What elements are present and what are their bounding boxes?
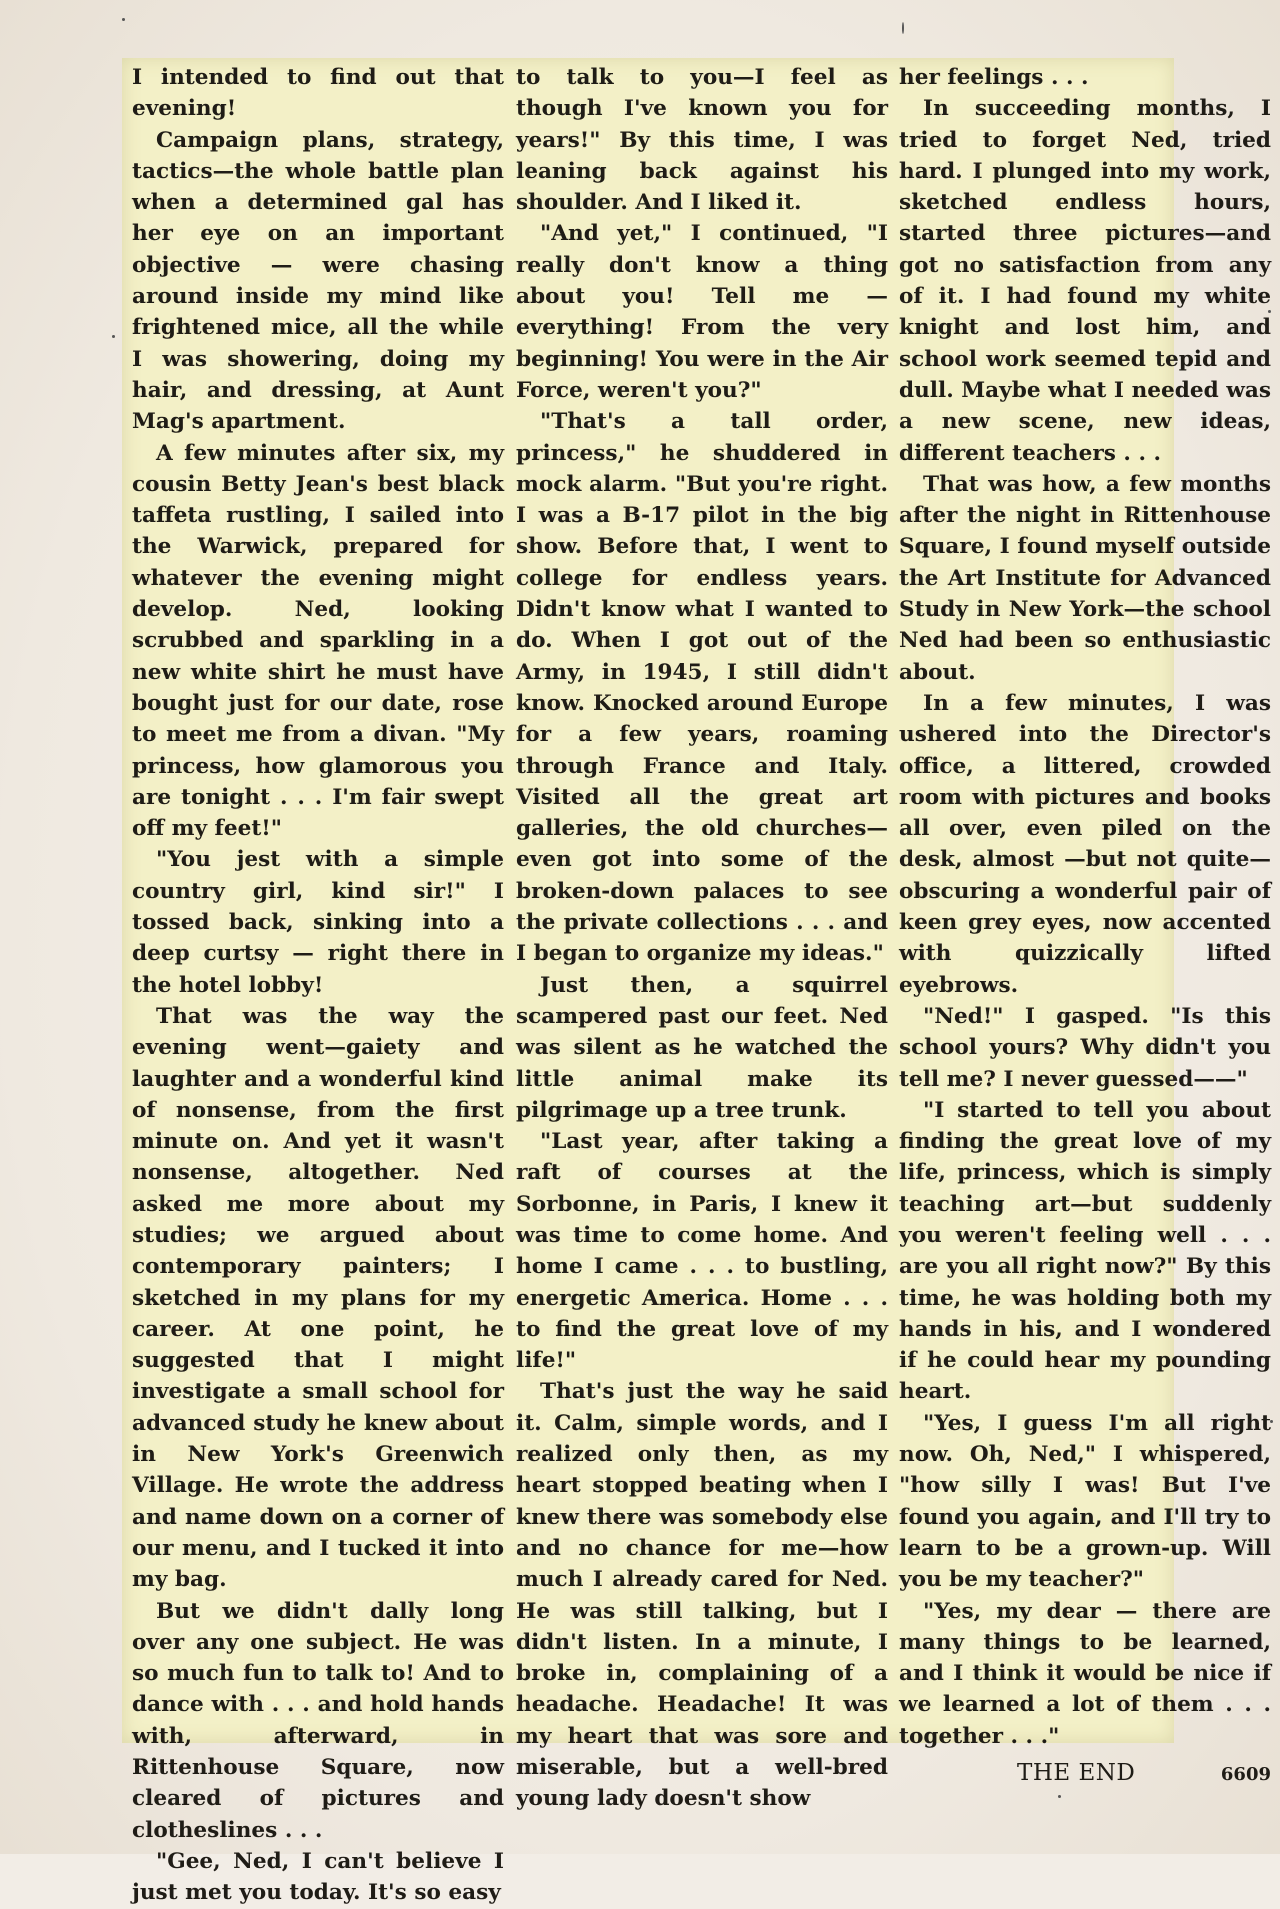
paragraph: Campaign plans, strategy, tactics—the whole battle plan when a determined gal has her eye on an important objective — were chasing around inside my mind like frightened mice, all the while I was showering, doing my hair, and dressing, at Aunt Mag's apartment. xyxy=(132,127,504,435)
paragraph: "Yes, my dear — there are many things to be learned, and I think it would be nice if we learned a lot of them . . . together . . ." xyxy=(899,1598,1271,1749)
paragraph: A few minutes after six, my cousin Betty Jean's best black taffeta rustling, I sailed into the Warwick, prepared for whatever the evening might develop. Ned, looking scrubbed and sparkling in a new white shirt he must have bought just for our date, rose to meet me from a divan. "My princess, how glamorous you are tonight . . . I'm fair swept off my feet!" xyxy=(132,440,504,842)
paragraph: That was the way the evening went—gaiety and laughter and a wonderful kind of nonsense, from the first minute on. And yet it wasn't nonsense, altogether. Ned asked me more about my studies; we argued about contemporary painters; I sketched in my plans for my career. At one point, he suggested that I might investigate a small school for advanced study he knew about in New York's Greenwich Village. He wrote the address and name down on a corner of our menu, and I tucked it into my bag. xyxy=(132,1003,504,1593)
paragraph: That was how, a few months after the night in Rittenhouse Square, I found myself outside the Art Institute for Advanced Study in New York—the school Ned had been so enthusiastic about. xyxy=(899,471,1271,685)
paragraph: That's just the way he said it. Calm, simple words, and I realized only then, as my heart stopped beating when I knew there was somebody else and no chance for me—how much I already cared for Ned. He was still talking, but I didn't listen. In a minute, I broke in, complaining of a headache. Headache! It was my heart that was sore and miserable, but a well-bred young lady doesn't show xyxy=(516,1379,888,1812)
text-column-2 xyxy=(516,62,888,1815)
paragraph: I intended to find out that evening! xyxy=(132,65,504,122)
paragraph: "Last year, after taking a raft of courses at the Sorbonne, in Paris, I knew it was time to come home. And home I came . . . to bustling, energetic America. Home . . . to find the great love of my life!" xyxy=(516,1129,888,1374)
text-column-1 xyxy=(132,62,504,1909)
paragraph: "You jest with a simple country girl, kind sir!" I tossed back, sinking into a deep curtsy — right there in the hotel lobby! xyxy=(132,847,504,998)
page-code: 6609 xyxy=(1220,1764,1271,1786)
paragraph: In a few minutes, I was ushered into the Director's office, a littered, crowded room with pictures and books all over, even piled on the desk, almost —but not quite—obscuring a wonderful pair of keen grey eyes, now accented with quizzically lifted eyebrows. xyxy=(899,690,1271,998)
paper-speck xyxy=(122,18,125,21)
paragraph: But we didn't dally long over any one subject. He was so much fun to talk to! And to dance with . . . and hold hands with, afterward, in Rittenhouse Square, now cleared of pictures and clotheslines . . . xyxy=(132,1598,504,1843)
paper-speck xyxy=(902,22,904,34)
paragraph: "And yet," I continued, "I really don't know a thing about you! Tell me — everything! From the very beginning! You were in the Air Force, weren't you?" xyxy=(516,221,888,403)
paper-speck xyxy=(112,335,115,338)
paragraph: "Ned!" I gasped. "Is this school yours? Why didn't you tell me? I never guessed——" xyxy=(899,1003,1271,1092)
story-end-line xyxy=(899,1758,1271,1790)
paragraph: In succeeding months, I tried to forget Ned, tried hard. I plunged into my work, sketched endless hours, started three pictures—and got no satisfaction from any of it. I had found my white knight and lost him, and school work seemed tepid and dull. Maybe what I needed was a new scene, new ideas, different teachers . . . xyxy=(899,96,1271,466)
paragraph: Just then, a squirrel scampered past our feet. Ned was silent as he watched the little animal make its pilgrimage up a tree trunk. xyxy=(516,972,888,1123)
paragraph: "I started to tell you about finding the great love of my life, princess, which is simply teaching art—but suddenly you weren't feeling well . . . are you all right now?" By this time, he was holding both my hands in his, and I wondered if he could hear my pounding heart. xyxy=(899,1097,1271,1405)
paragraph: "Yes, I guess I'm all right now. Oh, Ned," I whispered, "how silly I was! But I've found you again, and I'll try to learn to be a grown-up. Will you be my teacher?" xyxy=(899,1410,1271,1593)
text-column-3 xyxy=(899,62,1271,1790)
paragraph: her feelings . . . xyxy=(899,65,1089,90)
paragraph: "That's a tall order, princess," he shuddered in mock alarm. "But you're right. I was a B-17 pilot in the big show. Before that, I went to college for endless years. Didn't know what I wanted to do. When I got out of the Army, in 1945, I still didn't know. Knocked around Europe for a few years, roaming through France and Italy. Visited all the great art galleries, the old churches—even got into some of the broken-down palaces to see the private collections . . . and I began to organize my ideas." xyxy=(516,409,888,967)
paper-speck xyxy=(1058,1795,1061,1798)
paragraph: to talk to you—I feel as though I've known you for years!" By this time, I was leaning back against his shoulder. And I liked it. xyxy=(516,65,888,216)
paragraph: "Gee, Ned, I can't believe I just met you today. It's so easy xyxy=(132,1848,504,1906)
the-end-label: THE END xyxy=(1017,1760,1136,1787)
